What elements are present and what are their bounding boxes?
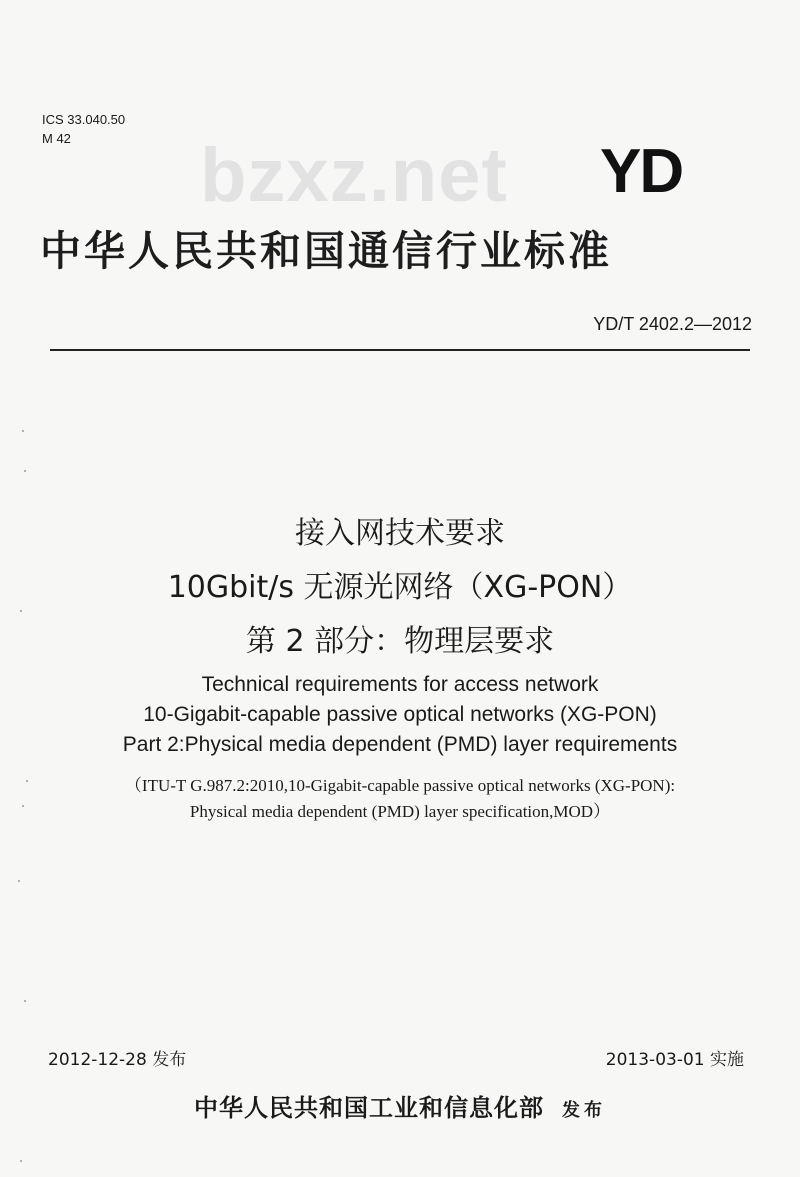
scan-speck: [18, 880, 20, 882]
publisher-name: 中华人民共和国工业和信息化部: [194, 1094, 544, 1122]
en-title-line-3: Part 2:Physical media dependent (PMD) layer requirements: [122, 733, 678, 756]
scan-speck: [24, 470, 26, 472]
header-divider: [50, 349, 750, 351]
reference-line-1: （ITU-T G.987.2:2010,10-Gigabit-capable passive optical networks (XG-PON):: [124, 776, 676, 795]
cn-title-line-3: 第 2 部分：物理层要求: [245, 624, 555, 659]
standard-title: 中华人民共和国通信行业标准: [40, 227, 612, 275]
publisher-line: [0, 1088, 800, 1123]
cn-title-line-1: 接入网技术要求: [295, 516, 505, 551]
publish-action: 发布: [562, 1100, 606, 1121]
ccs-code: M 42: [42, 131, 71, 146]
en-title-line-1: Technical requirements for access network: [201, 673, 599, 696]
scan-speck: [22, 430, 24, 432]
scan-speck: [20, 1160, 22, 1162]
classification-codes: [42, 110, 125, 148]
scan-speck: [26, 780, 28, 782]
yd-logo: YD: [600, 137, 683, 206]
cn-title-line-2: 10Gbit/s 无源光网络（XG-PON）: [167, 570, 633, 605]
scan-speck: [24, 1000, 26, 1002]
scan-speck: [20, 610, 22, 612]
issue-date: 2012-12-28 发布: [48, 1050, 187, 1070]
reference-line-2: Physical media dependent (PMD) layer specification,MOD）: [189, 802, 611, 821]
watermark: bzxz.net: [200, 133, 508, 218]
implementation-date: 2013-03-01 实施: [605, 1050, 744, 1070]
standard-number: YD/T 2402.2—2012: [593, 314, 752, 334]
en-title-line-2: 10-Gigabit-capable passive optical networks (XG-PON): [143, 703, 657, 726]
ics-code: ICS 33.040.50: [42, 112, 126, 127]
scan-speck: [22, 805, 24, 807]
